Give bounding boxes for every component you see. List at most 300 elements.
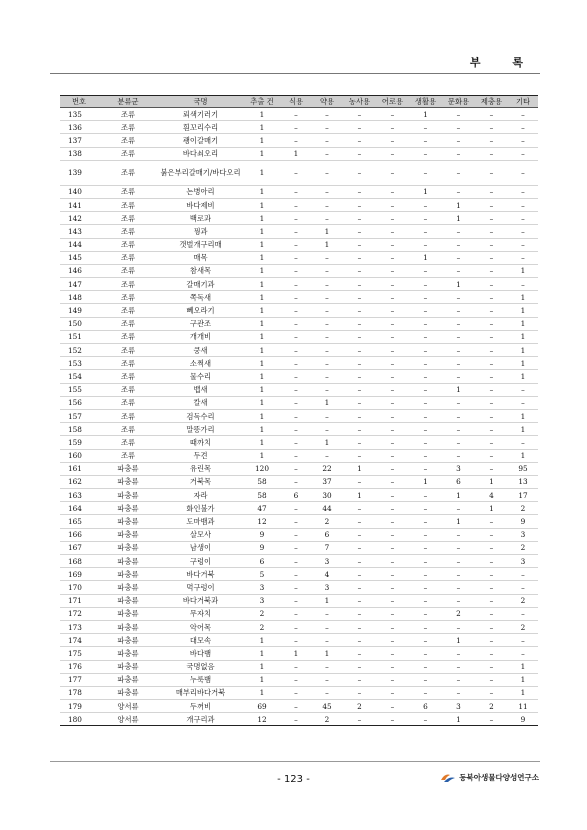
table-row [60,291,538,304]
table-cell: 1 [442,212,475,225]
table-cell: – [311,198,343,211]
table-cell: – [376,251,409,264]
table-cell: – [508,225,538,238]
table-cell: – [475,108,508,121]
table-cell: – [442,225,475,238]
table-cell: – [442,185,475,198]
table-cell: – [376,607,409,620]
table-cell: – [281,264,311,277]
table-cell: – [409,620,442,633]
table-cell: 3 [442,700,475,713]
table-row [60,225,538,238]
table-cell: – [442,436,475,449]
table-cell: – [508,607,538,620]
table-cell: – [311,686,343,699]
table-cell: 146 [60,264,98,277]
table-cell: 조류 [98,225,158,238]
table-cell: – [475,555,508,568]
table-cell: 2 [508,620,538,633]
table-cell: – [376,134,409,147]
table-cell: 조류 [98,160,158,185]
table-cell: 검독수리 [158,409,243,422]
table-cell: – [311,383,343,396]
table-cell: 1 [442,515,475,528]
table-cell: – [475,660,508,673]
table-cell: 17 [508,489,538,502]
column-header: 분류군 [98,96,158,108]
table-cell: – [376,108,409,121]
table-cell: 7 [311,541,343,554]
table-cell: – [442,330,475,343]
table-cell: – [376,568,409,581]
table-cell: – [442,396,475,409]
table-cell: 조류 [98,251,158,264]
table-cell: 괭이갈매기 [158,134,243,147]
table-cell: 6 [442,475,475,488]
column-header: 문화용 [442,96,475,108]
table-cell: – [508,238,538,251]
table-cell: 조류 [98,108,158,121]
table-cell: 악어목 [158,620,243,633]
table-cell: – [281,357,311,370]
table-cell: 1 [311,396,343,409]
table-cell: 매목 [158,251,243,264]
table-cell: 178 [60,686,98,699]
table-cell: 조류 [98,449,158,462]
table-cell: 47 [243,502,281,515]
table-row [60,686,538,699]
table-cell: 파충류 [98,462,158,475]
table-cell: – [442,686,475,699]
table-cell: 171 [60,594,98,607]
table-cell: – [376,383,409,396]
table-cell: – [281,541,311,554]
table-cell: – [475,462,508,475]
table-cell: – [311,620,343,633]
table-cell: 구렁이 [158,555,243,568]
table-cell: – [442,555,475,568]
table-cell: 파충류 [98,541,158,554]
table-cell: 1 [243,660,281,673]
table-cell: – [442,541,475,554]
table-cell: 153 [60,357,98,370]
table-cell: 9 [243,541,281,554]
page-header-title: 부 록 [469,56,537,69]
table-cell: – [343,436,376,449]
table-cell: – [442,568,475,581]
table-cell: 156 [60,396,98,409]
table-cell: 국명없음 [158,660,243,673]
table-cell: – [343,304,376,317]
table-cell: – [376,121,409,134]
table-cell: 1 [442,713,475,726]
table-row [60,515,538,528]
organization-name: 동북아생물다양성연구소 [459,773,539,782]
table-cell: – [475,515,508,528]
table-row [60,198,538,211]
table-cell: 1 [243,264,281,277]
table-cell: 1 [508,291,538,304]
table-cell: – [442,673,475,686]
table-cell: – [508,147,538,160]
table-cell: 1 [442,198,475,211]
table-cell: – [475,317,508,330]
table-cell: 때까치 [158,436,243,449]
table-cell: 파충류 [98,673,158,686]
table-cell: – [343,121,376,134]
column-header: 번호 [60,96,98,108]
table-cell: – [281,383,311,396]
table-cell: 2 [475,700,508,713]
table-cell: – [343,686,376,699]
table-cell: – [311,409,343,422]
table-cell: – [311,634,343,647]
table-cell: 두견 [158,449,243,462]
table-cell: 1 [243,238,281,251]
table-cell: 3 [243,594,281,607]
table-cell: – [508,134,538,147]
table-cell: 파충류 [98,607,158,620]
table-cell: 갯벌개구리매 [158,238,243,251]
table-cell: – [475,278,508,291]
table-cell: 쿵새 [158,344,243,357]
table-cell: 5 [243,568,281,581]
table-row [60,620,538,633]
table-cell: 163 [60,489,98,502]
table-row [60,304,538,317]
table-cell: – [343,568,376,581]
table-cell: 148 [60,291,98,304]
table-cell: 1 [508,409,538,422]
table-cell: 166 [60,528,98,541]
table-cell: 1 [508,423,538,436]
table-row [60,700,538,713]
table-cell: – [281,396,311,409]
table-cell: 백로과 [158,212,243,225]
table-row [60,581,538,594]
table-row [60,160,538,185]
table-cell: – [409,357,442,370]
table-cell: – [281,251,311,264]
table-cell: – [376,647,409,660]
table-cell: 개개비 [158,330,243,343]
table-cell: 참새목 [158,264,243,277]
table-cell: 1 [243,634,281,647]
table-cell: – [281,423,311,436]
table-cell: – [281,620,311,633]
table-cell: – [409,160,442,185]
table-cell: 붉은부리갈매기/바다오리 [158,160,243,185]
table-cell: – [376,660,409,673]
table-cell: 157 [60,409,98,422]
table-cell: – [281,225,311,238]
table-cell: – [343,330,376,343]
table-cell: – [442,238,475,251]
table-cell: 양서류 [98,700,158,713]
table-cell: – [475,647,508,660]
table-cell: – [475,568,508,581]
table-cell: 1 [243,317,281,330]
table-cell: – [508,160,538,185]
table-cell: – [376,330,409,343]
table-cell: – [442,264,475,277]
table-cell: – [376,686,409,699]
table-cell: – [343,134,376,147]
table-cell: – [508,198,538,211]
table-cell: – [376,291,409,304]
footer-divider [50,761,540,762]
table-cell: 1 [508,449,538,462]
table-cell: – [475,528,508,541]
table-cell: – [409,225,442,238]
table-cell: 1 [508,357,538,370]
table-cell: – [409,212,442,225]
table-cell: – [409,528,442,541]
table-cell: – [409,238,442,251]
table-cell: – [442,620,475,633]
table-cell: – [475,581,508,594]
table-cell: – [475,185,508,198]
table-cell: – [343,370,376,383]
table-cell: – [409,594,442,607]
table-cell: – [409,581,442,594]
table-cell: – [475,304,508,317]
table-cell: – [442,449,475,462]
table-cell: 1 [508,370,538,383]
table-cell: – [475,251,508,264]
table-cell: 1 [243,383,281,396]
table-cell: 조류 [98,344,158,357]
table-cell: 1 [508,673,538,686]
table-cell: – [409,147,442,160]
table-cell: – [442,581,475,594]
organization-logo [440,772,539,783]
table-cell: – [311,423,343,436]
table-cell: – [442,357,475,370]
table-cell: – [343,634,376,647]
table-cell: – [376,700,409,713]
table-cell: – [311,264,343,277]
table-cell: – [281,330,311,343]
table-row [60,502,538,515]
table-cell: – [442,121,475,134]
table-cell: 6 [409,700,442,713]
table-cell: – [311,160,343,185]
table-cell: 30 [311,489,343,502]
table-cell: 162 [60,475,98,488]
table-cell: – [376,370,409,383]
table-cell: – [281,568,311,581]
table-cell: 물수리 [158,370,243,383]
table-cell: 바다거북과 [158,594,243,607]
table-cell: 1 [508,317,538,330]
column-header: 제충용 [475,96,508,108]
table-cell: – [409,409,442,422]
table-cell: 180 [60,713,98,726]
table-cell: – [508,212,538,225]
table-cell: 파충류 [98,660,158,673]
table-cell: – [475,594,508,607]
table-cell: 142 [60,212,98,225]
table-cell: 152 [60,344,98,357]
table-cell: 159 [60,436,98,449]
table-cell: – [281,462,311,475]
table-row [60,528,538,541]
table-cell: 1 [243,198,281,211]
table-cell: – [508,436,538,449]
table-cell: 1 [409,108,442,121]
table-cell: – [343,409,376,422]
table-cell: – [343,713,376,726]
table-cell: – [475,264,508,277]
table-row [60,555,538,568]
table-row [60,147,538,160]
table-header-row [60,96,538,108]
table-cell: – [343,238,376,251]
table-row [60,185,538,198]
table-cell: – [409,330,442,343]
table-cell: 58 [243,475,281,488]
table-cell: 141 [60,198,98,211]
table-cell: – [311,344,343,357]
table-cell: – [475,212,508,225]
table-cell: – [442,423,475,436]
table-cell: – [281,108,311,121]
table-cell: – [442,134,475,147]
table-cell: – [409,344,442,357]
table-cell: – [376,475,409,488]
table-cell: – [343,160,376,185]
table-cell: 6 [243,555,281,568]
table-cell: 칼새 [158,396,243,409]
table-row [60,383,538,396]
table-cell: – [311,673,343,686]
table-cell: – [409,502,442,515]
table-cell: 1 [243,357,281,370]
table-cell: – [343,344,376,357]
table-cell: – [281,278,311,291]
table-cell: 1 [243,449,281,462]
table-cell: – [281,686,311,699]
table-cell: – [376,620,409,633]
table-cell: 2 [243,620,281,633]
table-cell: 두꺼비 [158,700,243,713]
table-cell: 149 [60,304,98,317]
table-cell: – [442,304,475,317]
table-cell: – [376,147,409,160]
table-cell: 파충류 [98,489,158,502]
table-cell: – [475,436,508,449]
table-cell: 160 [60,449,98,462]
table-cell: 바다쇠오리 [158,147,243,160]
column-header: 생활용 [409,96,442,108]
table-cell: 조류 [98,198,158,211]
table-cell: 151 [60,330,98,343]
table-cell: 138 [60,147,98,160]
table-cell: 150 [60,317,98,330]
table-cell: – [442,251,475,264]
table-cell: – [343,185,376,198]
page-number: - 123 - [277,774,310,785]
table-row [60,357,538,370]
table-cell: – [442,409,475,422]
table-cell: 구관조 [158,317,243,330]
table-cell: – [281,185,311,198]
table-cell: 1 [243,330,281,343]
table-cell: 1 [243,344,281,357]
table-cell: – [311,304,343,317]
table-cell: 3 [311,555,343,568]
table-cell: – [311,317,343,330]
table-cell: – [442,291,475,304]
table-cell: 1 [243,370,281,383]
table-cell: 1 [343,489,376,502]
table-cell: 13 [508,475,538,488]
table-cell: 파충류 [98,515,158,528]
table-cell: 4 [311,568,343,581]
table-cell: – [281,212,311,225]
header-divider [50,73,540,74]
table-row [60,251,538,264]
table-cell: 조류 [98,330,158,343]
table-cell: – [311,370,343,383]
table-cell: 자라 [158,489,243,502]
table-row [60,134,538,147]
table-cell: 바다제비 [158,198,243,211]
table-cell: – [281,317,311,330]
table-cell: 1 [442,489,475,502]
table-cell: 167 [60,541,98,554]
table-cell: 172 [60,607,98,620]
table-row [60,436,538,449]
table-cell: – [409,264,442,277]
table-cell: – [281,198,311,211]
table-cell: 조류 [98,436,158,449]
table-cell: 유린목 [158,462,243,475]
table-cell: – [409,317,442,330]
table-cell: – [475,409,508,422]
table-cell: 139 [60,160,98,185]
table-cell: 164 [60,502,98,515]
table-row [60,634,538,647]
table-cell: – [409,541,442,554]
table-cell: 조류 [98,423,158,436]
column-header: 식용 [281,96,311,108]
table-cell: 뢰색기러기 [158,108,243,121]
table-cell: – [475,134,508,147]
table-cell: 도마뱀과 [158,515,243,528]
table-cell: 154 [60,370,98,383]
table-cell: 1 [442,278,475,291]
table-cell: – [376,409,409,422]
table-cell: 조류 [98,370,158,383]
table-cell: 140 [60,185,98,198]
table-cell: – [376,344,409,357]
table-cell: 3 [243,581,281,594]
table-cell: 11 [508,700,538,713]
table-cell: 4 [475,489,508,502]
table-cell: – [311,251,343,264]
table-cell: – [343,357,376,370]
table-cell: – [343,581,376,594]
table-row [60,344,538,357]
table-cell: – [343,528,376,541]
table-cell: – [281,581,311,594]
table-cell: 조류 [98,134,158,147]
table-cell: – [376,555,409,568]
table-cell: – [376,449,409,462]
table-cell: – [508,251,538,264]
